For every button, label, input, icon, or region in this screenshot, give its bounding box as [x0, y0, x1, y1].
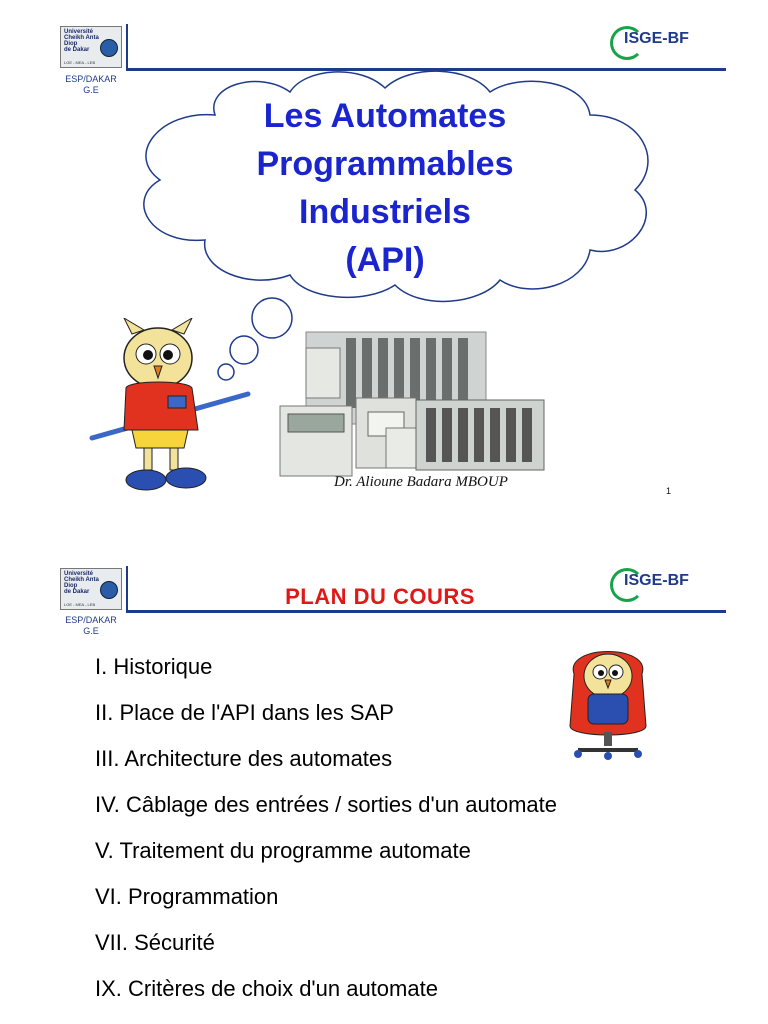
- page-number: 1: [666, 486, 672, 496]
- outline-item: IX. Critères de choix d'un automate: [95, 976, 438, 1001]
- isge-logo: ISGE-BF: [608, 24, 708, 64]
- plan-title: PLAN DU COURS: [285, 584, 475, 609]
- university-seal-icon: [100, 581, 118, 599]
- outline-item: I. Historique: [95, 654, 213, 679]
- outline-item: VII. Sécurité: [95, 930, 215, 955]
- outline-item: IV. Câblage des entrées / sorties d'un automate: [95, 792, 558, 817]
- department-label: ESP/DAKAR G.E: [65, 615, 117, 636]
- header-divider-vertical: [126, 566, 128, 610]
- course-outline: [95, 644, 557, 1012]
- department-label: ESP/DAKAR G.E: [65, 74, 117, 95]
- university-logo: Université Cheikh Anta Diop de Dakar LGE - MEA - LEB: [60, 26, 122, 68]
- outline-item: III. Architecture des automates: [95, 746, 393, 771]
- isge-logo: ISGE-BF: [608, 566, 708, 606]
- outline-item: VI. Programmation: [95, 884, 279, 909]
- slide-plan: [0, 512, 768, 1024]
- university-logo: Université Cheikh Anta Diop de Dakar LGE - MEA - LEB: [60, 568, 122, 610]
- cloud-title: Les Automates Programmables Industriels (API): [256, 97, 514, 279]
- owl-mascot-illustration: [88, 318, 258, 498]
- owl-armchair-illustration: [560, 634, 656, 762]
- header-divider-horizontal: [126, 610, 726, 613]
- outline-item: V. Traitement du programme automate: [95, 838, 471, 863]
- plc-hardware-photo: [276, 308, 554, 498]
- outline-item: II. Place de l'API dans les SAP: [95, 700, 394, 725]
- author-name: Dr. Alioune Badara MBOUP: [334, 474, 508, 490]
